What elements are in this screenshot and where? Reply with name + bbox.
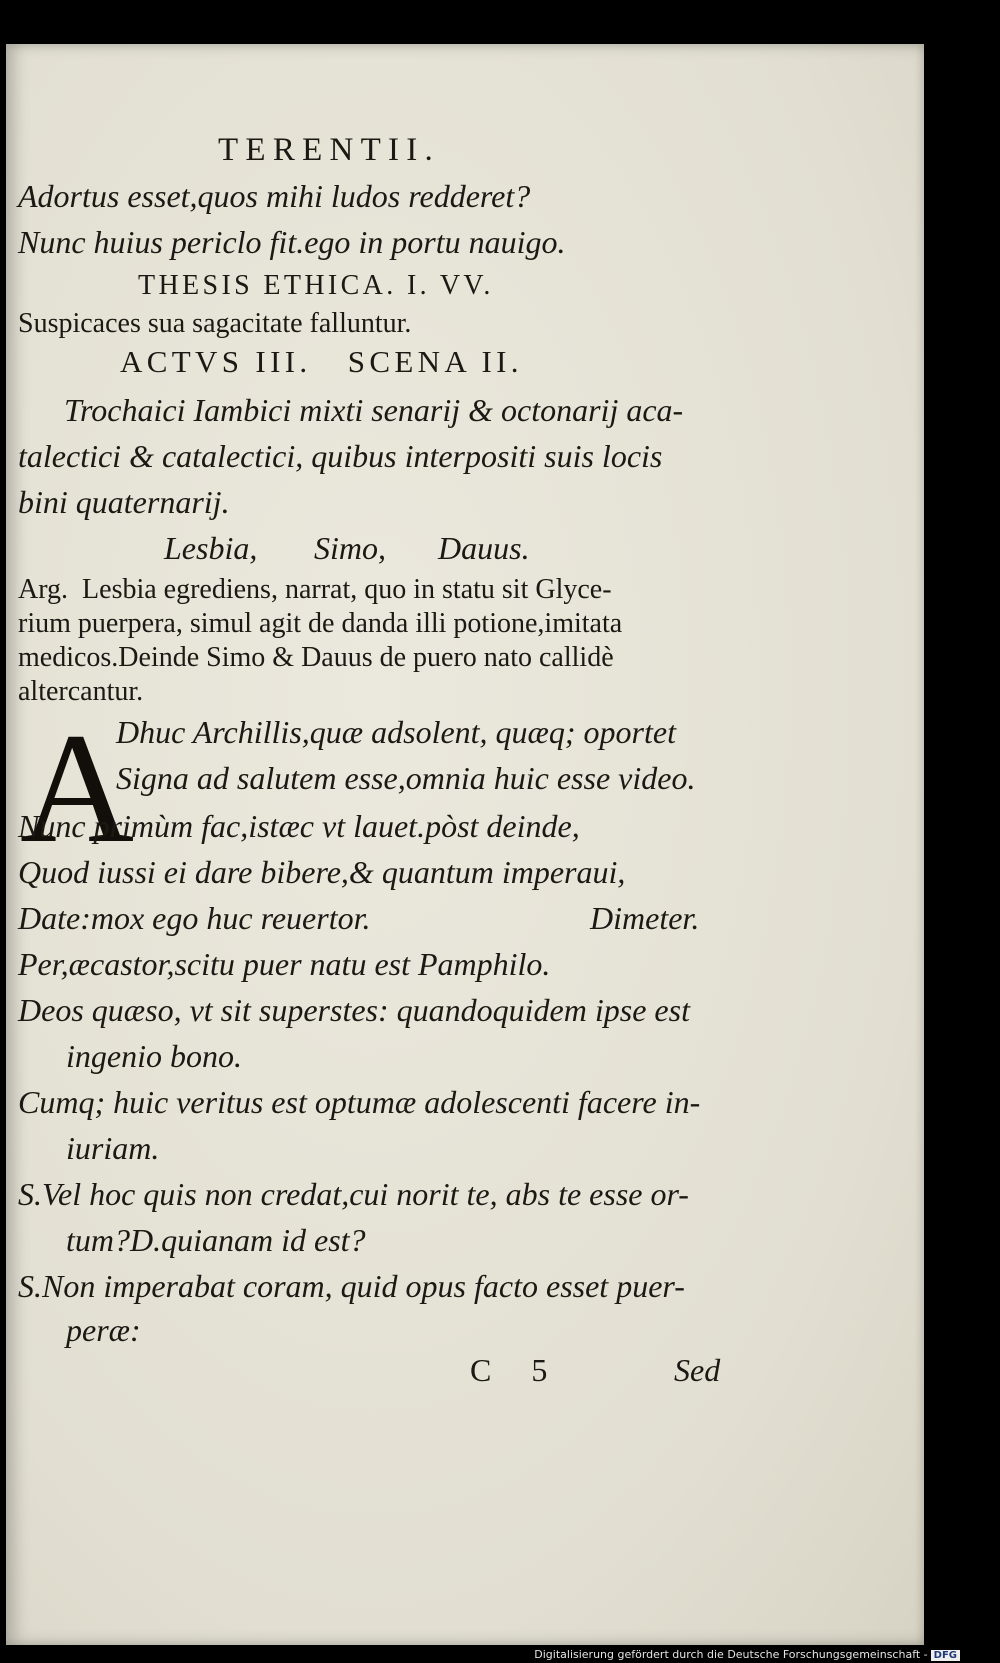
dfg-logo: DFG [931,1650,960,1661]
catchword: Sed [674,1352,721,1388]
verse-line: Date:mox ego huc reuertor. [18,900,371,936]
verse-line: Deos quæso, vt sit superstes: quandoquidem ipse est [18,992,690,1028]
verse-line: S.Vel hoc quis non credat,cui norit te, abs te esse or- [18,1176,689,1212]
verse-line: Dhuc Archillis,quæ adsolent, quæq; oportet [116,714,676,750]
thesis-heading: THESIS ETHICA. I. VV. [138,270,494,301]
thesis-text: Suspicaces sua sagacitate falluntur. [18,308,412,339]
verse-line: S.Non imperabat coram, quid opus facto esset puer- [18,1268,685,1304]
verse-line: Signa ad salutem esse,omnia huic esse video. [116,760,696,796]
dimeter-label: Dimeter. [590,900,700,936]
speaker-simo: Simo, [314,530,386,566]
signature-mark: C 5 [470,1352,564,1388]
footer-credit-text: Digitalisierung gefördert durch die Deutsche Forschungsgemeinschaft - [534,1648,928,1661]
drop-capital: A [20,701,135,876]
verse-line: Adortus esset,quos mihi ludos redderet? [18,178,531,214]
meter-note-line: talectici & catalectici, quibus interpositi suis locis [18,438,663,474]
verse-line: Nunc huius periclo fit.ego in portu nauigo. [18,224,566,260]
verse-line: Quod iussi ei dare bibere,& quantum imperaui, [18,854,626,890]
verse-line: iuriam. [66,1130,160,1166]
verse-line: tum?D.quianam id est? [66,1222,366,1258]
footer-credit [534,1648,960,1661]
argument-line: Arg. Lesbia egrediens, narrat, quo in statu sit Glyce- [18,574,612,605]
speaker-dauus: Dauus. [438,530,530,566]
book-page [6,44,924,1645]
speaker-lesbia: Lesbia, [164,530,258,566]
verse-line: Nunc primùm fac,istæc vt lauet.pòst deinde, [18,808,580,844]
meter-note-line: bini quaternarij. [18,484,230,520]
verse-line: ingenio bono. [66,1038,242,1074]
argument-line: medicos.Deinde Simo & Dauus de puero nato callidè [18,642,614,673]
running-head: TERENTII. [218,132,441,168]
verse-line: Per,æcastor,scitu puer natu est Pamphilo. [18,946,551,982]
argument-line: rium puerpera, simul agit de danda illi potione,imitata [18,608,623,639]
verse-line: Cumq; huic veritus est optumæ adolescenti facere in- [18,1084,701,1120]
meter-note-line: Trochaici Iambici mixti senarij & octonarij aca- [64,392,684,428]
act-heading: ACTVS III. SCENA II. [120,344,523,379]
verse-line: peræ: [66,1312,141,1348]
argument-line: altercantur. [18,676,144,707]
